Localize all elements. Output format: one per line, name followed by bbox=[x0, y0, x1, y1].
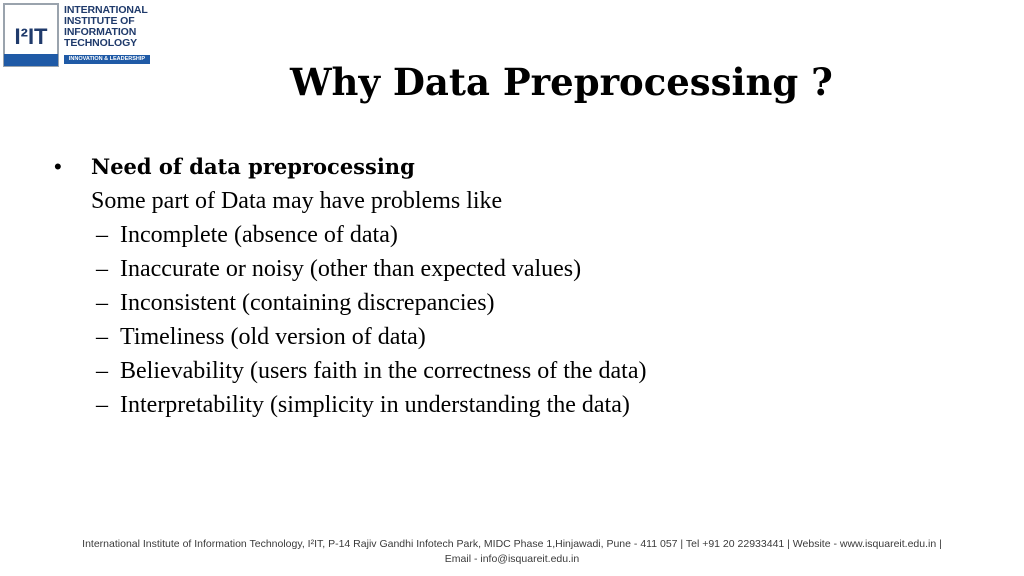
footer-address: International Institute of Information Technology, I²IT, P-14 Rajiv Gandhi Infotech Park, MIDC Phase 1,Hinjawadi, Pune - 411 057 | Tel +91 20 22933441 | Website - www.isquareit.edu.in | bbox=[82, 538, 942, 550]
list-item bbox=[96, 218, 994, 252]
bullet-icon: • bbox=[54, 154, 62, 179]
list-item bbox=[96, 354, 994, 388]
dash-marker: – bbox=[96, 392, 108, 418]
logo-mark-icon bbox=[2, 2, 60, 68]
bullet-heading: Need of data preprocessing bbox=[91, 154, 415, 179]
list-item-text: Incomplete (absence of data) bbox=[120, 222, 398, 248]
list-item-text: Inaccurate or noisy (other than expected values) bbox=[120, 256, 582, 282]
list-item-text: Timeliness (old version of data) bbox=[120, 324, 426, 350]
list-item bbox=[96, 320, 994, 354]
slide-body bbox=[54, 150, 994, 422]
list-item bbox=[96, 286, 994, 320]
dash-marker: – bbox=[96, 358, 108, 384]
dash-marker: – bbox=[96, 222, 108, 248]
footer bbox=[0, 537, 1024, 567]
dash-marker: – bbox=[96, 324, 108, 350]
logo-mark-text: I²IT bbox=[14, 24, 48, 49]
dash-marker: – bbox=[96, 256, 108, 282]
logo-line: INTERNATIONAL bbox=[64, 4, 148, 16]
intro-text: Some part of Data may have problems like bbox=[91, 188, 503, 214]
list-item bbox=[96, 388, 994, 422]
logo-wordmark bbox=[64, 5, 150, 49]
slide-title: Why Data Preprocessing ? bbox=[290, 60, 833, 104]
institute-logo bbox=[2, 2, 150, 68]
logo-tagline: INNOVATION & LEADERSHIP bbox=[64, 55, 150, 64]
logo-line: INFORMATION bbox=[64, 26, 137, 38]
logo-line: INSTITUTE OF bbox=[64, 15, 135, 27]
list-item-text: Believability (users faith in the correctness of the data) bbox=[120, 358, 647, 384]
list-item bbox=[96, 252, 994, 286]
footer-email: Email - info@isquareit.edu.in bbox=[444, 553, 580, 565]
bullet-item bbox=[54, 150, 994, 184]
list-item-text: Interpretability (simplicity in understanding the data) bbox=[120, 392, 630, 418]
dash-marker: – bbox=[96, 290, 108, 316]
logo-line: TECHNOLOGY bbox=[64, 37, 138, 49]
problem-list bbox=[54, 218, 994, 422]
list-item-text: Inconsistent (containing discrepancies) bbox=[120, 290, 495, 316]
